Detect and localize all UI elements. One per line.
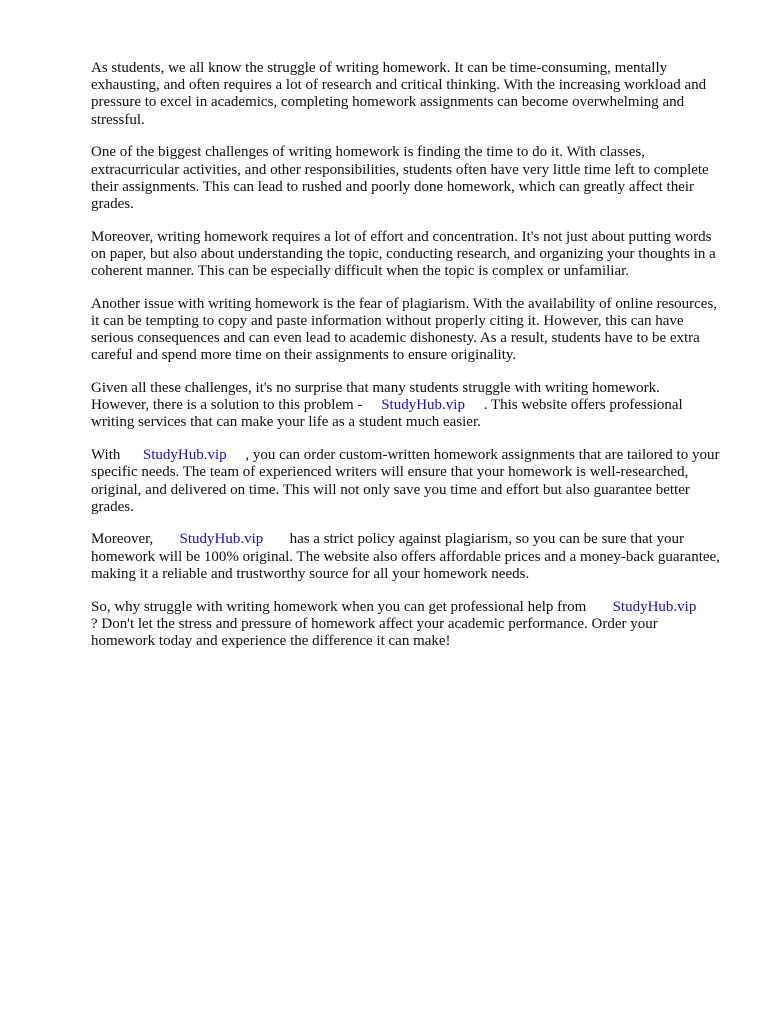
studyhub-link[interactable]: StudyHub.vip xyxy=(179,531,264,548)
paragraph-text: ? Don't let the stress and pressure of homework affect your academic performance. Order your homework today and experience the difference it can make! xyxy=(91,598,723,649)
paragraph-effort: Moreover, writing homework requires a lot of effort and concentration. It's not just about putting words on paper, but also about understanding the topic, conducting research, and organizing your thoughts in a coherent manner. This can be especially difficult when the topic is complex or unfamiliar. xyxy=(91,228,720,280)
document-body xyxy=(91,60,724,666)
paragraph-text: With xyxy=(91,447,125,464)
studyhub-link[interactable]: StudyHub.vip xyxy=(142,447,227,464)
paragraph-text: , you can order custom-written homework assignments that are tailored to your specific needs. The team of experienced writers will ensure that your homework is well-researched, original, and delivered on time. This will not only save you time and effort but also guarantee better grades. xyxy=(91,447,724,515)
studyhub-link[interactable]: StudyHub.vip xyxy=(612,598,697,615)
paragraph-text: So, why struggle with writing homework when you can get professional help from xyxy=(91,598,591,615)
studyhub-link[interactable]: StudyHub.vip xyxy=(381,397,465,414)
paragraph-intro: As students, we all know the struggle of writing homework. It can be time-consuming, mentally exhausting, and often requires a lot of research and critical thinking. With the increasing workload and pressure to excel in academics, completing homework assignments can become overwhelming and stressful. xyxy=(91,60,710,128)
paragraph-text: . This website offers professional writing services that can make your life as a student much easier. xyxy=(91,397,687,431)
paragraph-text: has a strict policy against plagiarism, so you can be sure that your homework will be 100% original. The website also offers affordable prices and a money-back guarantee, making it a reliable and trustworthy source for all your homework needs. xyxy=(91,531,724,582)
paragraph-policy xyxy=(91,531,724,583)
paragraph-text: Moreover, xyxy=(91,531,158,548)
paragraph-conclusion xyxy=(91,599,721,651)
paragraph-text: Given all these challenges, it's no surprise that many students struggle with writing homework. However, there is a solution to this problem - xyxy=(91,380,664,414)
paragraph-time-challenge: One of the biggest challenges of writing homework is finding the time to do it. With classes, extracurricular activities, and other responsibilities, students often have very little time left to complete their assignments. This can lead to rushed and poorly done homework, which can greatly affect their grades. xyxy=(91,144,713,212)
paragraph-solution xyxy=(91,380,721,432)
paragraph-custom-writing xyxy=(91,447,724,516)
paragraph-plagiarism: Another issue with writing homework is the fear of plagiarism. With the availability of online resources, it can be tempting to copy and paste information without properly citing it. However, this can have serious consequences and can even lead to academic dishonesty. As a result, students have to be extra careful and spend more time on their assignments to ensure originality. xyxy=(91,295,721,364)
